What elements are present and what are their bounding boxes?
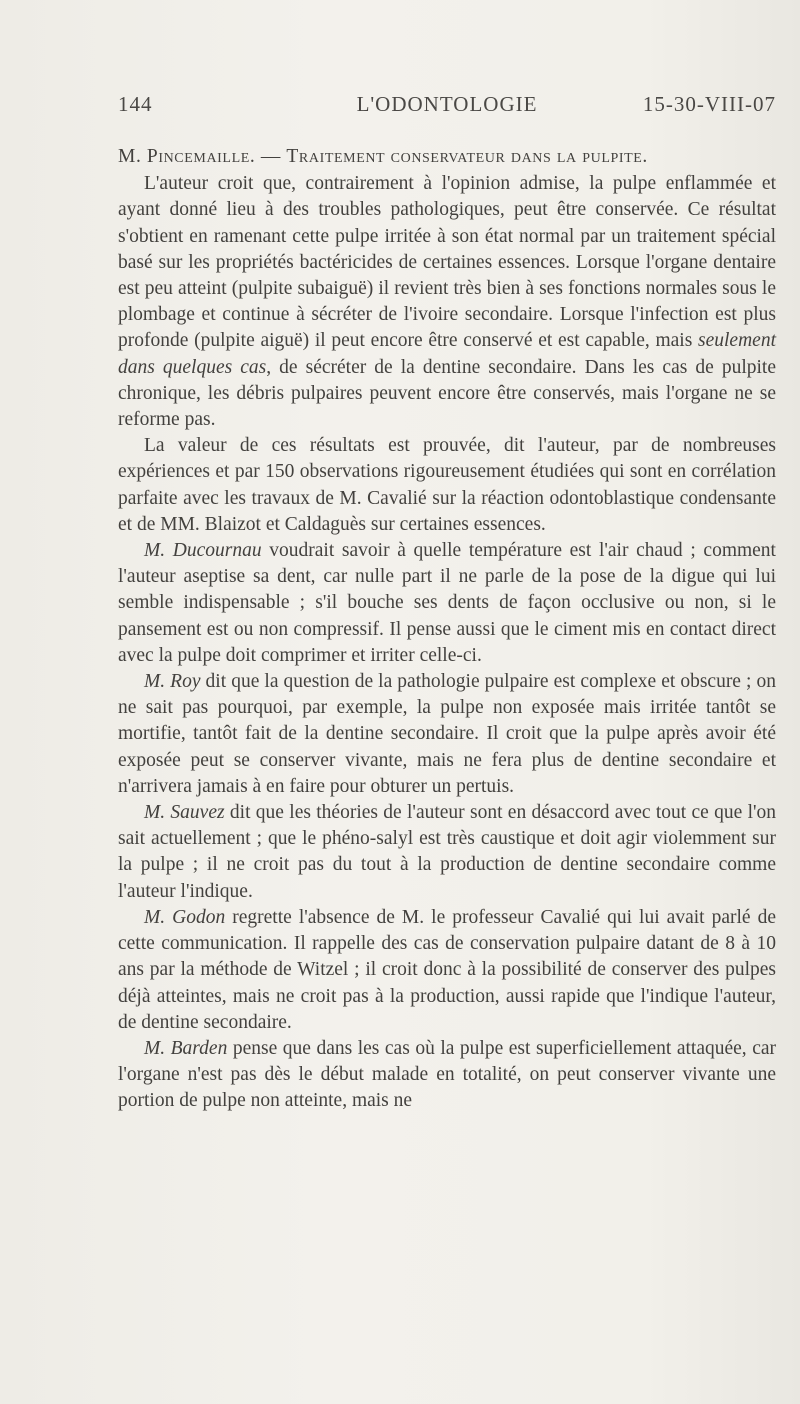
page-number: 144 [118, 92, 153, 116]
heading-dash: — [255, 146, 287, 167]
paragraph-text-cont: , de sécréter de la dentine secondaire. Dans les cas de pulpite chronique, les débris pulpaires peuvent encore être conservés, mais l'organe ne se reforme pas. [118, 356, 776, 431]
paragraph-3 [118, 538, 776, 669]
body-text [118, 144, 776, 1115]
paragraph-text: dit que les théories de l'auteur sont en désaccord avec tout ce que l'on sait actuellement ; que le phéno-salyl est très caustique et doit agir violemment sur la pulpe ; il ne croit pas du tout à la production de dentine secondaire comme l'auteur l'indique. [118, 802, 776, 902]
article-author: M. Pincemaille. [118, 146, 256, 167]
paragraph-1 [118, 171, 776, 433]
article-heading [118, 144, 776, 170]
paragraph-text: voudrait savoir à quelle température est l'air chaud ; comment l'auteur aseptise sa dent, car nulle part il ne parle de la pose de la digue qui lui semble indispensable ; s'il bouche ses dents de façon occlusive ou non, si le pansement est ou non compressif. Il pense aussi que le ciment mis en contact direct avec la pulpe doit comprimer et irriter celle-ci. [118, 540, 776, 666]
paragraph-text: La valeur de ces résultats est prouvée, dit l'auteur, par de nombreuses expériences et par 150 observations rigoureusement étudiées qui sont en corrélation parfaite avec les travaux de M. Cavalié sur la réaction odontoblastique condensante et de MM. Blaizot et Caldaguès sur certaines essences. [118, 435, 776, 535]
paragraph-4 [118, 669, 776, 800]
paragraph-emphasis: seulement dans quelques cas [118, 330, 776, 378]
paragraph-text: dit que la question de la pathologie pulpaire est complexe et obscure ; on ne sait pas pourquoi, par exemple, la pulpe non exposée mais irritée tantôt se mortifie, tantôt fait de la dentine secondaire. Il croit que la pulpe après avoir été exposée peut se conserver vivante, mais ne fera plus de dentine secondaire et n'arrivera jamais à en faire pour obturer un pertuis. [118, 671, 776, 797]
speaker-name: M. Sauvez [144, 802, 225, 824]
speaker-name: M. Barden [144, 1037, 228, 1059]
paragraph-text: pense que dans les cas où la pulpe est superficiellement attaquée, car l'organe n'est pas dès le début malade en totalité, on peut conserver vivante une portion de pulpe non atteinte, mais ne [118, 1037, 776, 1112]
paragraph-5 [118, 800, 776, 905]
paragraph-text: regrette l'absence de M. le professeur Cavalié qui lui avait parlé de cette communication. Il rappelle des cas de conservation pulpaire datant de 8 à 10 ans par la méthode de Witzel ; il croit donc à la possibilité de conserver des pulpes déjà atteintes, mais ne croit pas à la production, aussi rapide que l'indique l'auteur, de dentine secondaire. [118, 906, 776, 1033]
paragraph-7 [118, 1036, 776, 1115]
journal-title: L'ODONTOLOGIE [356, 92, 538, 116]
article-title: Traitement conservateur dans la pulpite. [286, 146, 648, 167]
speaker-name: M. Godon [144, 906, 226, 928]
paragraph-2 [118, 433, 776, 538]
speaker-name: M. Roy [144, 671, 201, 693]
paragraph-text: L'auteur croit que, contrairement à l'opinion admise, la pulpe enflammée et ayant donné lieu à des troubles pathologiques, peut être conservée. Ce résultat s'obtient en ramenant cette pulpe irritée à son état normal par un traitement spécial basé sur les propriétés bactéricides de certaines essences. Lorsque l'organe dentaire est peu atteint (pulpite subaiguë) il revient très bien à ses fonctions normales sous le plombage et continue à sécréter de l'ivoire secondaire. Lorsque l'infection est plus profonde (pulpite aiguë) il peut encore être conservé et est capable, mais [118, 173, 776, 352]
running-header [118, 92, 776, 126]
issue-date: 15-30-VIII-07 [642, 92, 776, 116]
speaker-name: M. Ducournau [144, 540, 262, 562]
paragraph-6 [118, 905, 776, 1036]
